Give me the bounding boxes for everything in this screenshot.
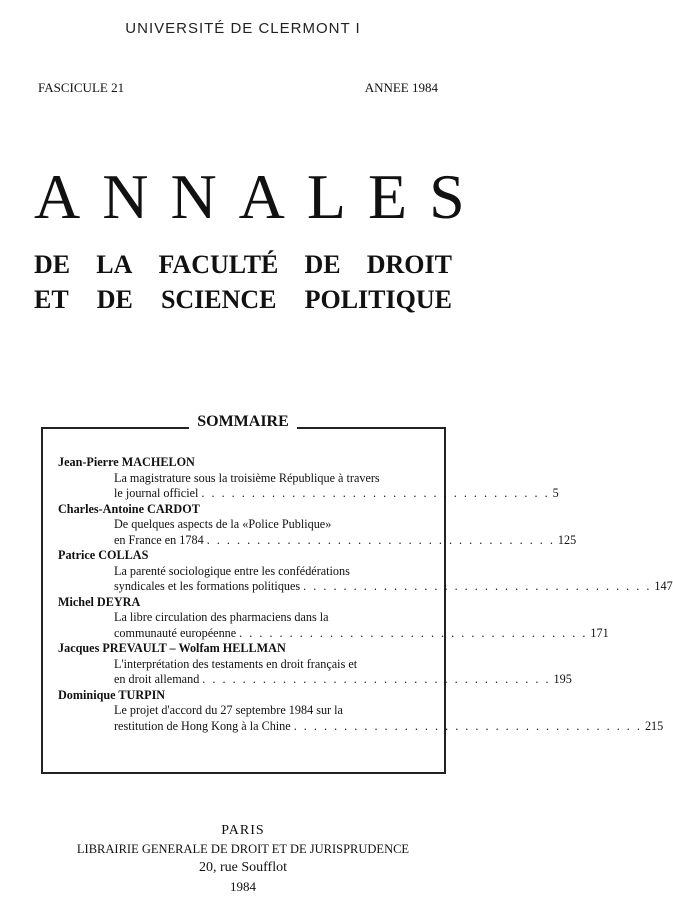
toc-title-line [58, 486, 559, 502]
toc-title-line [58, 657, 404, 673]
journal-title: ANNALES [34, 161, 487, 232]
toc-entry [58, 687, 664, 735]
toc-title-text: Le projet d'accord du 27 septembre 1984 sur la [114, 703, 343, 717]
toc-title-text: en droit allemand [114, 672, 200, 686]
fascicule-number: FASCICULE 21 [38, 80, 125, 95]
subtitle-word: DE [304, 250, 341, 279]
subtitle-word: DROIT [366, 250, 452, 279]
subtitle-word: FACULTÉ [158, 250, 279, 279]
toc-title-line [58, 625, 609, 642]
toc-entry [58, 641, 572, 688]
toc-author: Charles-Antoine CARDOT [58, 501, 200, 516]
subtitle-word: SCIENCE [160, 285, 277, 314]
toc-title-text: restitution de Hong Kong à la Chine [114, 718, 291, 733]
subtitle-word: ET [34, 285, 69, 314]
publisher-name: LIBRAIRIE GENERALE DE DROIT ET DE JURISPRUDENCE [76, 842, 410, 856]
toc-title-text: communauté européenne [114, 625, 237, 640]
publisher-city: PARIS [221, 823, 265, 838]
toc-entry [58, 455, 559, 502]
toc-page-number: 5 [552, 486, 559, 500]
subtitle-word: DE [96, 285, 133, 314]
toc-author: Michel DEYRA [58, 594, 141, 609]
toc-entry [58, 594, 609, 642]
toc-title-text: La magistrature sous la troisième République à travers [114, 470, 380, 485]
toc-author: Jean-Pierre MACHELON [58, 455, 195, 469]
publication-year: 1984 [230, 879, 256, 894]
toc-title-text: La libre circulation des pharmaciens dans la [114, 610, 329, 624]
toc-page-number: 195 [553, 672, 572, 686]
toc-author: Patrice COLLAS [58, 548, 149, 562]
leader-dots: . . . . . . . . . . . . . . . . . . . . . . . . . . . . . . . . . . . [202, 672, 551, 686]
toc-title-line [58, 564, 404, 580]
toc-page-number: 171 [590, 625, 609, 640]
toc-author: Dominique TURPIN [58, 687, 166, 702]
subtitle-word: DE [34, 250, 71, 279]
toc-title-line [58, 471, 404, 487]
toc-title-line [58, 532, 577, 549]
toc-title-line [58, 718, 664, 735]
sommaire-heading-text: SOMMAIRE [189, 413, 297, 430]
university-name: UNIVERSITÉ DE CLERMONT I [125, 20, 361, 37]
toc-title-text: L'interprétation des testaments en droit français et [114, 656, 358, 671]
subtitle-line-1 [34, 252, 452, 278]
leader-dots: . . . . . . . . . . . . . . . . . . . . . . . . . . . . . . . . . . . [239, 625, 588, 640]
toc-entries [58, 455, 673, 734]
subtitle-line-2 [34, 287, 452, 313]
publication-year-label: ANNEE 1984 [364, 80, 438, 95]
subtitle-word: LA [96, 250, 133, 279]
toc-entry [58, 548, 673, 595]
toc-title-text: La parenté sociologique entre les confédérations [114, 563, 350, 578]
toc-title-text: en France en 1784 [114, 532, 204, 547]
subtitle-word: POLITIQUE [304, 285, 452, 314]
toc-page-number: 147 [654, 579, 673, 593]
toc-title-line [58, 517, 404, 533]
toc-title-line [58, 672, 572, 688]
toc-title-text: le journal officiel [114, 486, 199, 500]
leader-dots: . . . . . . . . . . . . . . . . . . . . . . . . . . . . . . . . . . . [303, 579, 652, 593]
toc-author: Jacques PREVAULT – Wolfam HELLMAN [58, 641, 286, 655]
toc-title-line [58, 610, 404, 626]
leader-dots: . . . . . . . . . . . . . . . . . . . . . . . . . . . . . . . . . . . [201, 486, 550, 500]
toc-title-line [58, 703, 404, 719]
leader-dots: . . . . . . . . . . . . . . . . . . . . . . . . . . . . . . . . . . . [293, 718, 642, 733]
leader-dots: . . . . . . . . . . . . . . . . . . . . . . . . . . . . . . . . . . . [206, 532, 555, 547]
toc-title-line [58, 579, 673, 595]
toc-page-number: 215 [644, 718, 664, 733]
toc-title-text: De quelques aspects de la «Police Publique» [114, 517, 332, 531]
publisher-address: 20, rue Soufflot [198, 860, 287, 875]
toc-title-text: syndicales et les formations politiques [114, 579, 301, 593]
toc-page-number: 125 [557, 532, 577, 547]
sommaire-heading [0, 413, 486, 431]
toc-entry [58, 501, 577, 549]
